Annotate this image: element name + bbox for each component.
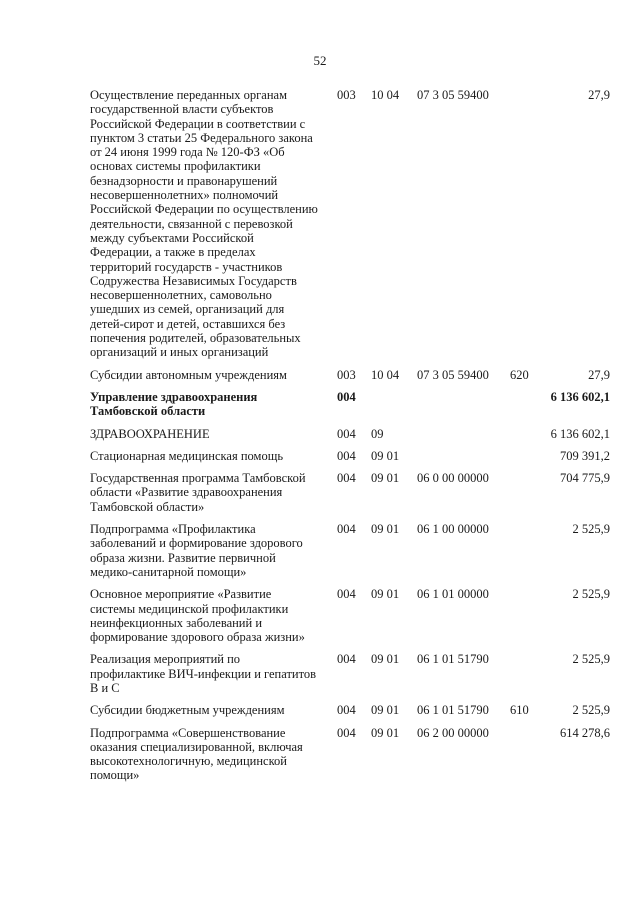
row-section-code: 09 01 [371,522,400,537]
row-name: Субсидии бюджетным учреждениям [90,703,285,718]
table-row [90,726,610,783]
row-grbs-code: 004 [337,448,356,463]
row-target-code: 06 1 01 51790 [417,703,489,718]
row-target-code: 06 0 00 00000 [417,471,489,486]
row-target-code: 06 2 00 00000 [417,725,489,740]
row-name: ЗДРАВООХРАНЕНИЕ [90,426,210,441]
row-section-code: 10 04 [371,367,400,382]
row-amount: 704 775,9 [560,471,610,486]
row-name: Стационарная медицинская помощь [90,448,284,463]
row-amount: 614 278,6 [560,725,610,740]
row-target-code: 06 1 01 51790 [417,652,489,667]
table-row [90,522,610,579]
table-row [90,652,610,695]
row-target-code: 06 1 01 00000 [417,587,489,602]
table-row [90,703,610,717]
row-section-code: 09 01 [371,448,400,463]
table-row [90,587,610,644]
table-row [90,471,610,514]
row-section-code: 09 01 [371,587,400,602]
row-grbs-code: 003 [337,367,356,382]
row-grbs-code: 004 [337,471,356,486]
row-amount: 2 525,9 [572,652,610,667]
table-row [90,88,610,360]
row-amount: 6 136 602,1 [550,426,610,441]
row-grbs-code: 004 [337,522,356,537]
row-grbs-code: 003 [337,88,356,102]
row-grbs-code: 004 [337,389,356,404]
row-amount: 709 391,2 [560,448,610,463]
row-section-code: 09 01 [371,652,400,667]
row-amount: 27,9 [588,88,610,102]
row-grbs-code: 004 [337,652,356,667]
row-amount: 27,9 [588,367,610,382]
row-amount: 2 525,9 [572,522,610,537]
row-name: Подпрограмма «Профилактика заболеваний и формирование здорового образа жизни. Развитие первичной медико-санитарной помощи» [90,522,303,579]
row-amount: 6 136 602,1 [550,389,610,404]
row-grbs-code: 004 [337,426,356,441]
budget-table [90,88,610,791]
row-section-code: 09 [371,426,384,441]
row-grbs-code: 004 [337,725,356,740]
row-amount: 2 525,9 [572,703,610,718]
table-row [90,427,610,441]
row-grbs-code: 004 [337,703,356,718]
row-name: Осуществление переданных органам государственной власти субъектов Российской Федерации в соответствии с пунктом 3 статьи 25 Федерального закона от 24 июня 1999 года № 120-ФЗ «Об основах системы профилактики безнадзорности и правонарушений несовершеннолетних» полномочий Российской Федерации по осуществлению деятельности, связанной с перевозкой между субъектами Российской Федерации, а также в пределах территорий государств - участников Содружества Независимых Государств несовершеннолетних, самовольно ушедших из семей, организаций для детей-сирот и детей, оставшихся без попечения родителей, образовательных организаций и иных организаций [90,88,318,360]
row-target-code: 07 3 05 59400 [417,367,489,382]
row-name: Реализация мероприятий по профилактике ВИЧ-инфекции и гепатитов В и С [90,652,317,695]
table-row [90,449,610,463]
row-expense-type: 610 [510,703,529,718]
table-row [90,390,610,419]
page-number: 52 [313,53,327,68]
row-name: Государственная программа Тамбовской области «Развитие здравоохранения Тамбовской области» [90,471,306,514]
row-name: Подпрограмма «Совершенствование оказания специализированной, включая высокотехнологичную, медицинской помощи» [90,725,303,783]
row-section-code: 10 04 [371,88,400,102]
row-section-code: 09 01 [371,471,400,486]
row-expense-type: 620 [510,367,529,382]
row-amount: 2 525,9 [572,587,610,602]
row-name: Субсидии автономным учреждениям [90,367,287,382]
table-row [90,368,610,382]
row-target-code: 07 3 05 59400 [417,88,489,102]
row-section-code: 09 01 [371,725,400,740]
row-grbs-code: 004 [337,587,356,602]
row-section-code: 09 01 [371,703,400,718]
row-name: Основное мероприятие «Развитие системы медицинской профилактики неинфекционных заболеваний и формирование здорового образа жизни» [90,587,305,645]
row-target-code: 06 1 00 00000 [417,522,489,537]
row-name: Управление здравоохранения Тамбовской области [90,389,258,419]
